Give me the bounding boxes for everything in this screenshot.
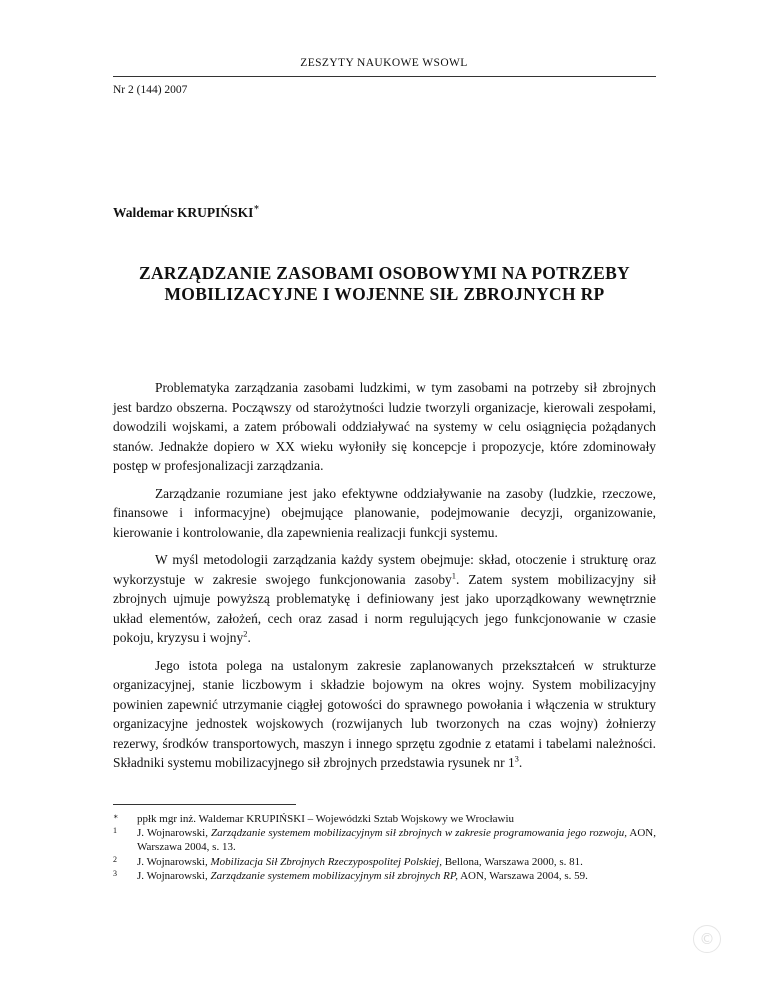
footnotes (113, 812, 656, 883)
paragraph-1: Problematyka zarządzania zasobami ludzkimi, w tym zasobami na potrzeby sił zbrojnych jest bardzo obszerna. Począwszy od starożytności ludzie tworzyli organizacje, kierowali zespołami, dowodzili wojskami, a zatem próbowali oddziaływać na systemy w celu osiągnięcia pożądanych stanów. Jednakże dopiero w XX wieku wyłoniły się koncepcje i propozycje, które zdominowały postęp w profesjonalizacji zarządzania. (113, 380, 656, 473)
author-footnote-marker[interactable]: ∗ (253, 202, 260, 212)
footnote-3 (113, 869, 656, 883)
footnote-title: Zarządzanie systemem mobilizacyjnym sił zbrojnych RP, (210, 869, 458, 882)
author-name (113, 202, 260, 221)
footnote-author-part: J. Wojnarowski, (137, 827, 211, 840)
footnote-publisher: AON, Warszawa 2004, s. 13. (137, 827, 656, 854)
footnote-text: ppłk mgr inż. Waldemar KRUPIŃSKI – Wojewódzki Sztab Wojskowy we Wrocławiu (137, 813, 515, 825)
footnote-title: Zarządzanie systemem mobilizacyjnym sił zbrojnych w zakresie programowania jego rozwoju, (210, 827, 628, 840)
footnote-2 (113, 855, 656, 869)
footnote-marker: 3 (113, 868, 117, 878)
article-title (113, 263, 656, 305)
title-line-1: ZARZĄDZANIE ZASOBAMI OSOBOWYMI NA POTRZEBY (138, 263, 630, 283)
footnote-1 (113, 826, 656, 854)
footnote-ref-3[interactable]: 3 (514, 753, 519, 764)
paragraph-4-text-b: . (518, 755, 523, 770)
footnote-marker: 1 (113, 826, 117, 836)
journal-title: ZESZYTY NAUKOWE WSOWL (300, 57, 468, 69)
footnote-title: Mobilizacja Sił Zbrojnych Rzeczypospolitej Polskiej, (210, 855, 442, 868)
paragraph-3-text-b: . Zatem system mobilizacyjny sił zbrojnych ujmuje powyższą problematykę i definiowany jest jako uporządkowany wewnętrznie układ elementów, założeń, cech oraz zasad i norm regulujących jego funkcjonowanie w czasie pokoju, kryzysu i wojny (113, 571, 656, 645)
issue-number: Nr 2 (144) 2007 (113, 84, 188, 96)
footnote-marker: 2 (113, 854, 117, 864)
paragraph-3 (113, 550, 656, 648)
paragraph-3-text-c: . (247, 630, 251, 645)
footnote-ref-2[interactable]: 2 (243, 628, 248, 639)
footnote-marker: ∗ (113, 812, 119, 821)
title-line-2: MOBILIZACYJNE I WOJENNE SIŁ ZBROJNYCH RP (164, 284, 605, 304)
footnote-rule (113, 804, 296, 805)
paragraph-2: Zarządzanie rozumiane jest jako efektywne oddziaływanie na zasoby (ludzkie, rzeczowe, finansowe i informacyjne) obejmujące planowanie, podejmowanie decyzji, organizowanie, kierowanie i kontrolowanie, dla zapewnienia realizacji funkcji systemu. (113, 485, 656, 540)
footnote-publisher: AON, Warszawa 2004, s. 59. (457, 869, 588, 882)
header-rule (113, 76, 656, 77)
article-body (113, 378, 656, 781)
copyright-seal-icon: © (693, 925, 721, 953)
author-name-text: Waldemar KRUPIŃSKI (113, 205, 254, 220)
paragraph-3-text-a: W myśl metodologii zarządzania każdy system obejmuje: skład, otoczenie i strukturę oraz wykorzystuje w zakresie swojego funkcjonowania zasoby (113, 552, 656, 587)
footnote-publisher: Bellona, Warszawa 2000, s. 81. (441, 855, 583, 868)
paragraph-4-text-a: Jego istota polega na ustalonym zakresie zaplanowanych przekształceń w strukturze organizacyjnej, stanie liczbowym i składzie bojowym na okres wojny. System mobilizacyjny powinien zapewnić utrzymanie ciągłej gotowości do sprawnego powołania i włączenia w struktury organizacyjne jednostek wojskowych (rozwijanych lub tworzonych na czas wojny) żołnierzy rezerwy, środków transportowych, maszyn i innego sprzętu zgodnie z etatami i tabelami należności. Składniki systemu mobilizacyjnego sił zbrojnych przedstawia rysunek nr 1 (113, 657, 656, 770)
paragraph-4 (113, 656, 656, 773)
footnote-author-part: J. Wojnarowski, (137, 869, 211, 882)
footnote-author-part: J. Wojnarowski, (137, 855, 211, 868)
footnote-ref-1[interactable]: 1 (451, 570, 456, 581)
footnote-author (113, 812, 656, 826)
